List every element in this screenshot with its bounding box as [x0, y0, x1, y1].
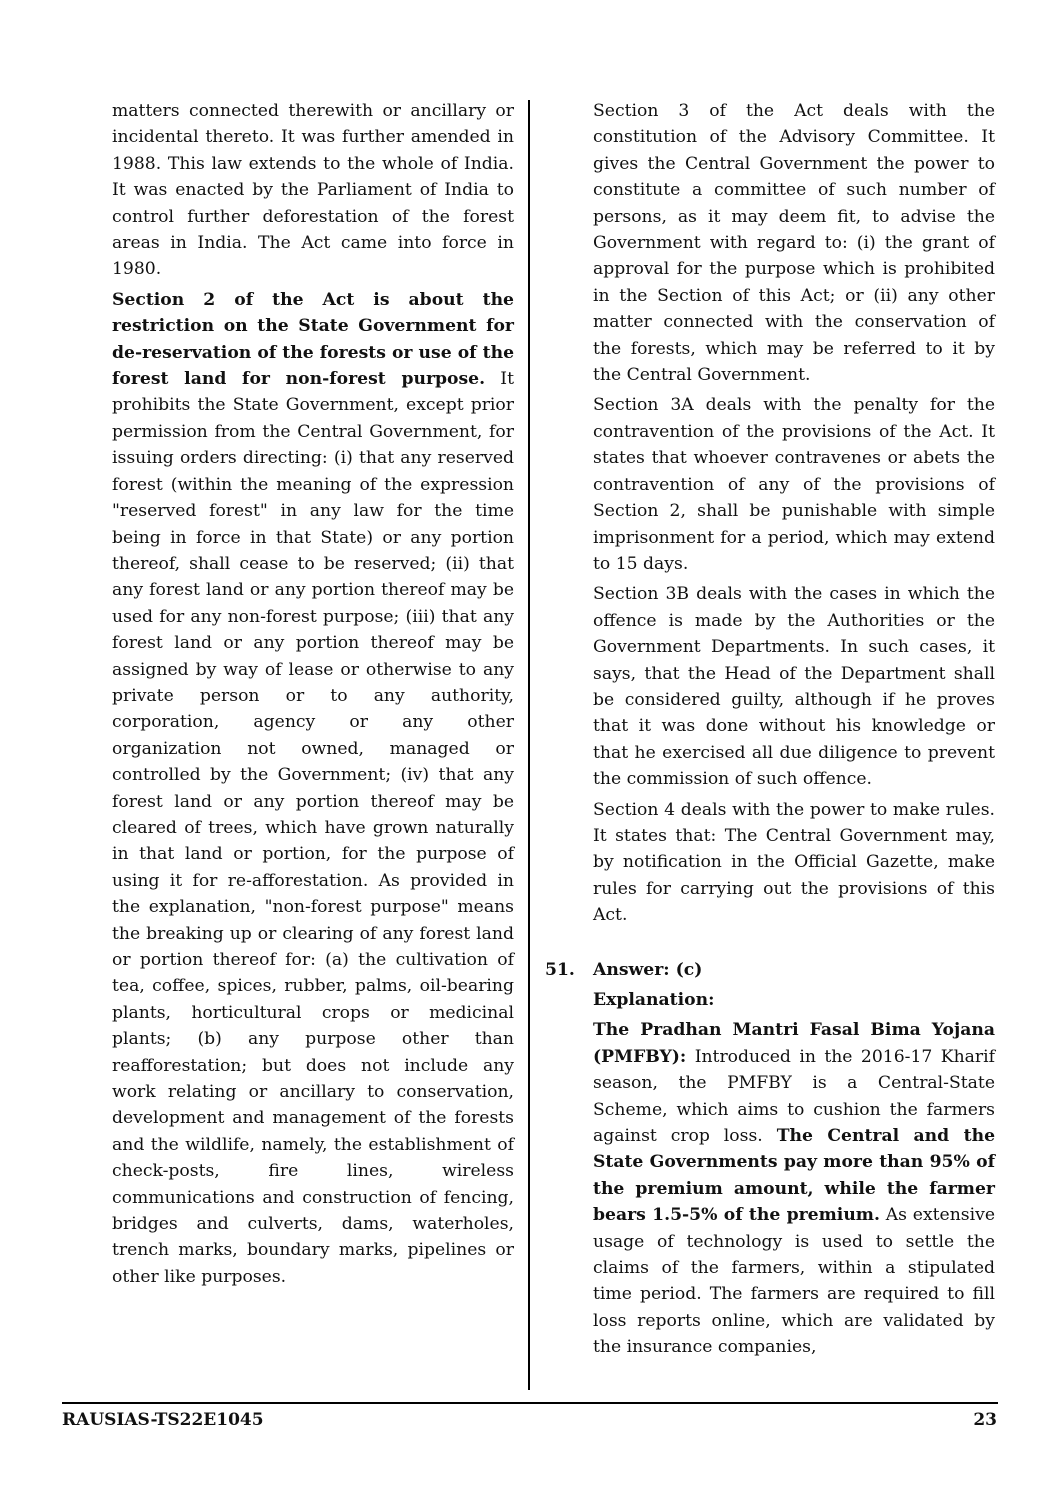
footer-code: RAUSIAS-TS22E1045: [62, 1410, 264, 1430]
left-column: [112, 98, 514, 1294]
explanation-label: Explanation:: [593, 990, 715, 1010]
section-2-heading: Section 2 of the Act is about the restriction on the State Government for de-reservation of the forests or use of the forest land for non-forest purpose.: [112, 289, 514, 390]
section-3b-paragraph: Section 3B deals with the cases in which the offence is made by the Authorities or the Government Departments. In such cases, it says, that the Head of the Department shall be considered guilty, although if he proves that it was done without his knowledge or that he exercised all due diligence to prevent the commission of such offence.: [593, 584, 995, 790]
column-divider: [528, 100, 530, 1390]
pmfby-heading: The Pradhan Mantri Fasal Bima Yojana (PMFBY):: [593, 1020, 995, 1067]
pmfby-premium-highlight: The Central and the State Governments pay more than 95% of the premium amount, while the farmer bears 1.5-5% of the premium.: [593, 1126, 996, 1226]
right-column: [545, 98, 996, 1365]
left-paragraph-1: matters connected therewith or ancillary or incidental thereto. It was further amended in 1988. This law extends to the whole of India. It was enacted by the Parliament of India to control further deforestation of the forest areas in India. The Act came into force in 1980.: [112, 101, 514, 280]
answer-label: Answer: (c): [593, 959, 703, 980]
section-3a-paragraph: Section 3A deals with the penalty for the contravention of the provisions of the Act. It states that whoever contravenes or abets the contravention of any of the provisions of Section 2, shall be punishable with simple imprisonment for a period, which may extend to 15 days.: [593, 395, 995, 574]
pmfby-text-2: As extensive usage of technology is used to settle the claims of the farmers, within a stipulated time period. The farmers are required to fill loss reports online, which are validated by the insurance companies,: [593, 1205, 995, 1358]
section-3-paragraph: Section 3 of the Act deals with the constitution of the Advisory Committee. It gives the Central Government the power to constitute a committee of such number of persons, as it may deem fit, to advise the Government with regard to: (i) the grant of approval for the purpose which is prohibited in the Section of this Act; or (ii) any other matter connected with the conservation of the forests, which may be referred to it by the Central Government.: [593, 101, 995, 386]
footer-rule: [62, 1402, 998, 1404]
question-number: 51.: [545, 959, 575, 980]
page-number: 23: [973, 1410, 997, 1430]
question-51-block: [545, 957, 996, 1361]
pmfby-text-1: Introduced in the 2016-17 Kharif season, the PMFBY is a Central-State Scheme, which aims to cushion the farmers against crop loss.: [593, 1046, 995, 1147]
section-4-paragraph: Section 4 deals with the power to make rules. It states that: The Central Government may, by notification in the Official Gazette, make rules for carrying out the provisions of this Act.: [593, 799, 995, 926]
section-2-text: It prohibits the State Government, except prior permission from the Central Government, for issuing orders directing: (i) that any reserved forest (within the meaning of the expression "reserved forest" in any law for the time being in force in that State) or any portion thereof, shall cease to be reserved; (ii) that any forest land or any portion thereof may be used for any non-forest purpose; (iii) that any forest land or any portion thereof may be assigned by way of lease or otherwise to any private person or to any authority, corporation, agency or any other organization not owned, managed or controlled by the Government; (iv) that any forest land or any portion thereof may be cleared of trees, which have grown naturally in that land or portion, for the purpose of using it for re-afforestation. As provided in the explanation, "non-forest purpose" means the breaking up or clearing of any forest land or portion thereof for: (a) the cultivation of tea, coffee, spices, rubber, palms, oil-bearing plants, horticultural crops or medicinal plants; (b) any purpose other than reafforestation; but does not include any work relating or ancillary to conservation, development and management of the forests and the wildlife, namely, the establishment of check-posts, fire lines, wireless communications and construction of fencing, bridges and culverts, dams, waterholes, trench marks, boundary marks, pipelines or other like purposes.: [112, 369, 514, 1287]
explanation-paragraph: [593, 1017, 995, 1360]
left-paragraph-2: [112, 287, 514, 1290]
